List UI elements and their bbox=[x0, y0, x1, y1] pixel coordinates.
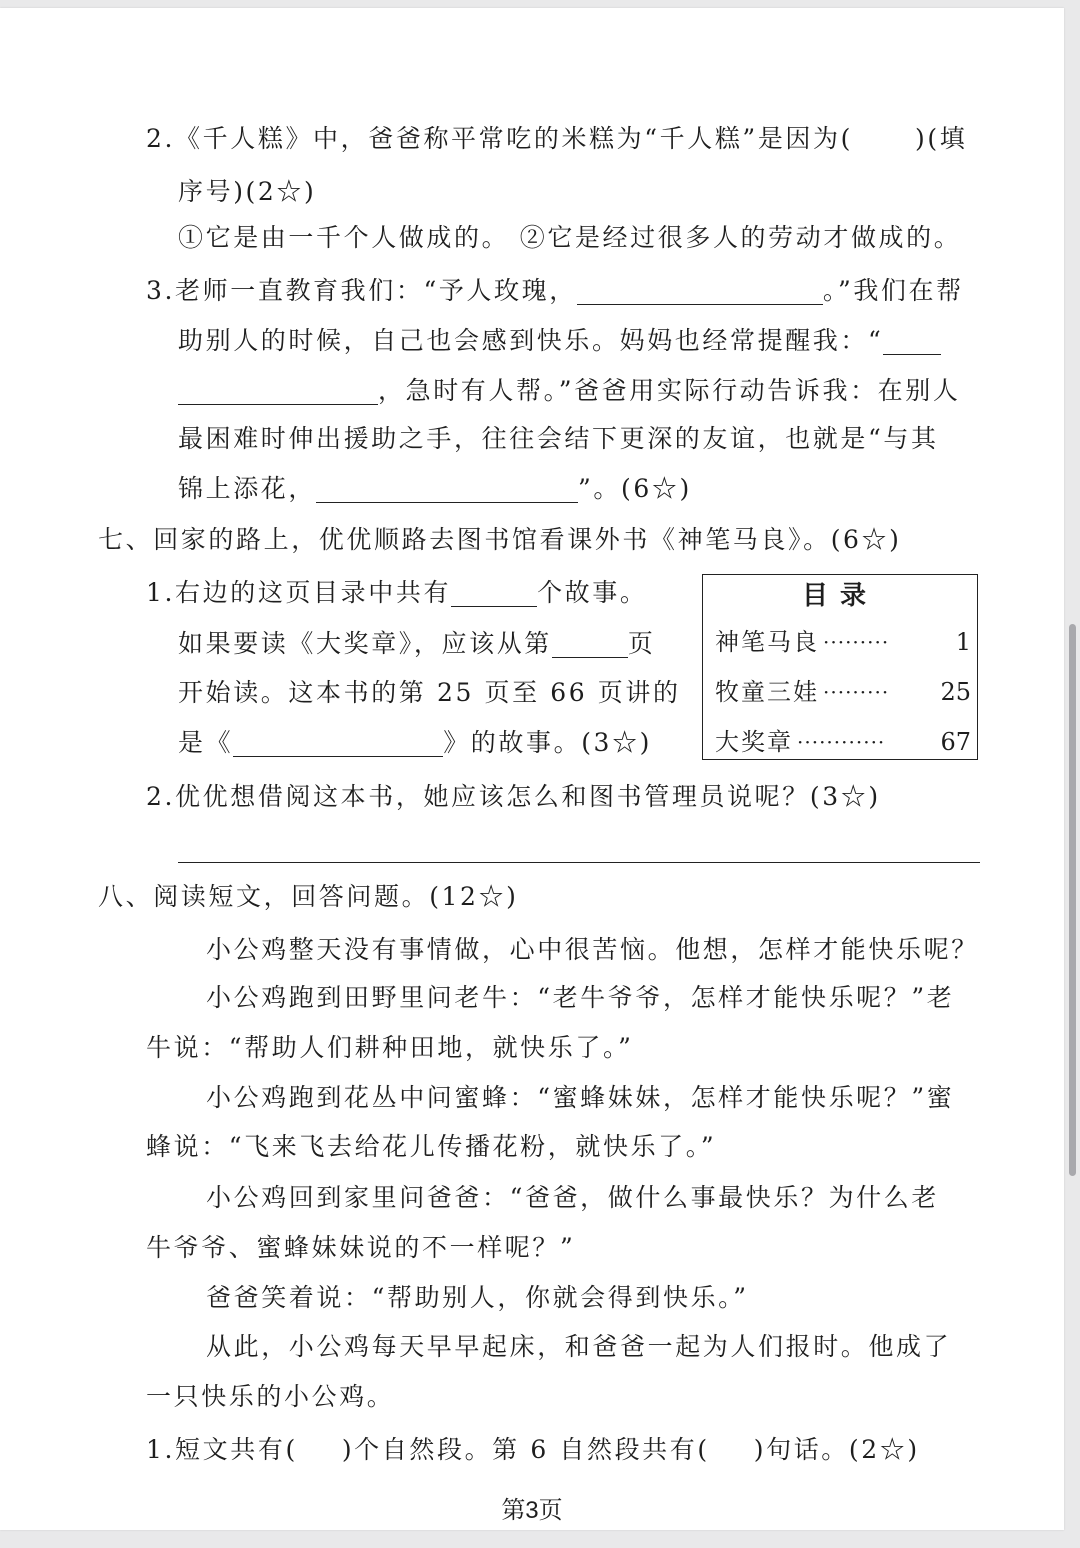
answer-blank[interactable] bbox=[577, 278, 823, 305]
toc-title: 目录 bbox=[801, 581, 878, 611]
q2-line-2: 序号)(2☆) bbox=[178, 177, 317, 206]
story-paragraph: 从此，小公鸡每天早早起床，和爸爸一起为人们报时。他成了 bbox=[206, 1332, 952, 1361]
section-7-heading: 七、回家的路上，优优顺路去图书馆看课外书《神笔马良》。(6☆) bbox=[98, 525, 902, 554]
story-paragraph: 一只快乐的小公鸡。 bbox=[146, 1382, 395, 1411]
s7-q1-line-1: 1.右边的这页目录中共有 个故事。 bbox=[146, 578, 648, 607]
answer-blank[interactable] bbox=[552, 631, 628, 658]
answer-line[interactable] bbox=[178, 862, 980, 863]
s7-q1-line-2: 如果要读《大奖章》，应该从第 页 bbox=[178, 629, 656, 658]
scrollbar-thumb[interactable] bbox=[1069, 624, 1076, 1176]
page-number: 第3页 bbox=[501, 1497, 563, 1524]
story-paragraph: 小公鸡整天没有事情做，心中很苦恼。他想，怎样才能快乐呢？ bbox=[206, 935, 979, 964]
story-paragraph: 牛说：“帮助人们耕种田地，就快乐了。” bbox=[146, 1033, 634, 1062]
answer-blank[interactable] bbox=[178, 378, 378, 405]
s7-q1-line-3: 开始读。这本书的第 25 页至 66 页讲的 bbox=[178, 678, 681, 707]
q3-line-2: 助别人的时候，自己也会感到快乐。妈妈也经常提醒我：“ bbox=[178, 324, 941, 358]
story-paragraph: 爸爸笑着说：“帮助别人，你就会得到快乐。” bbox=[206, 1283, 749, 1312]
answer-blank[interactable] bbox=[316, 476, 578, 503]
worksheet-page bbox=[0, 8, 1064, 1530]
q3-line-5: 锦上添花， ”。(6☆) bbox=[178, 474, 692, 503]
s7-q2: 2.优优想借阅这本书，她应该怎么和图书管理员说呢？(3☆) bbox=[146, 782, 881, 811]
q3-line-1: 3.老师一直教育我们：“予人玫瑰， 。”我们在帮 bbox=[146, 276, 964, 305]
answer-blank[interactable] bbox=[883, 328, 941, 355]
toc-entry: 神笔马良 ········· 1 bbox=[715, 628, 971, 656]
q3-line-4: 最困难时伸出援助之手，往往会结下更深的友谊，也就是“与其 bbox=[178, 424, 939, 453]
story-paragraph: 小公鸡跑到花丛中问蜜蜂：“蜜蜂妹妹，怎样才能快乐呢？”蜜 bbox=[206, 1083, 955, 1112]
story-paragraph: 牛爷爷、蜜蜂妹妹说的不一样呢？” bbox=[146, 1233, 576, 1262]
q2-line-1: 2.《千人糕》中，爸爸称平常吃的米糕为“千人糕”是因为( )(填 bbox=[146, 124, 968, 153]
s8-q1: 1.短文共有( )个自然段。第 6 自然段共有( )句话。(2☆) bbox=[146, 1435, 920, 1464]
table-of-contents-box bbox=[702, 574, 978, 760]
answer-blank[interactable] bbox=[233, 730, 443, 757]
q3-line-3: ，急时有人帮。”爸爸用实际行动告诉我：在别人 bbox=[178, 374, 960, 408]
answer-blank[interactable] bbox=[451, 580, 537, 607]
s7-q1-line-4: 是《 》的故事。(3☆) bbox=[178, 728, 653, 757]
story-paragraph: 小公鸡跑到田野里问老牛：“老牛爷爷，怎样才能快乐呢？”老 bbox=[206, 983, 955, 1012]
toc-entry: 大奖章 ············ 67 bbox=[715, 728, 971, 756]
story-paragraph: 蜂说：“飞来飞去给花儿传播花粉，就快乐了。” bbox=[146, 1132, 717, 1161]
toc-entry: 牧童三娃 ········· 25 bbox=[715, 678, 971, 706]
q2-options: ①它是由一千个人做成的。 ②它是经过很多人的劳动才做成的。 bbox=[178, 223, 962, 252]
story-paragraph: 小公鸡回到家里问爸爸：“爸爸，做什么事最快乐？为什么老 bbox=[206, 1183, 939, 1212]
section-8-heading: 八、阅读短文，回答问题。(12☆) bbox=[98, 882, 519, 911]
